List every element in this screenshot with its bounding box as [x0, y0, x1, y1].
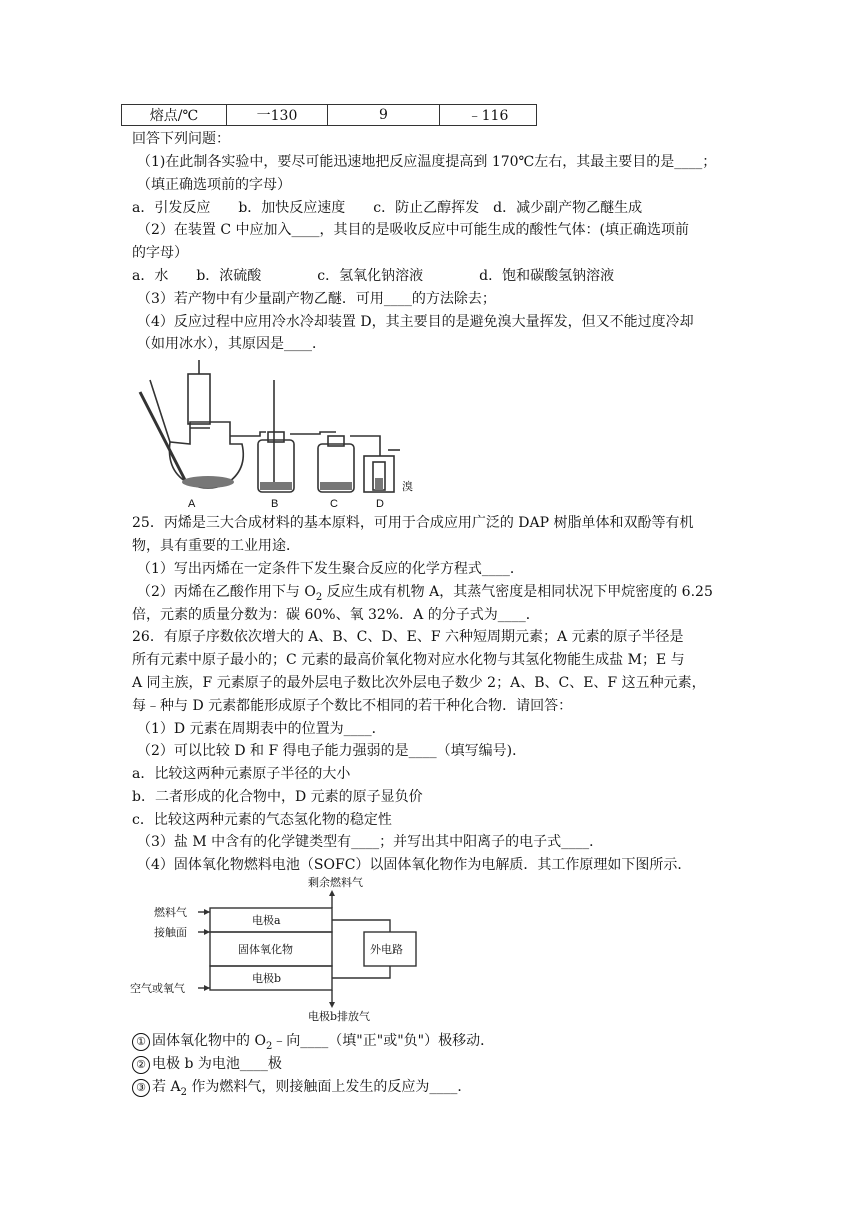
- q26-line3: A 同主族，F 元素原子的最外层电子数比次外层电子数少 2；A、B、C、E、F 这五种元素，: [132, 675, 706, 691]
- subscript: 2: [315, 591, 323, 603]
- apparatus-figure: [130, 352, 420, 512]
- q26-4-item1: [132, 1031, 732, 1057]
- sofc-solid-oxide: 固体氧化物: [238, 943, 293, 956]
- q25-part2-text-cont: 反应生成有机物 A，其蒸气密度是相同状况下甲烷密度的 6.25: [322, 584, 713, 600]
- melting-point-table: [121, 104, 537, 126]
- q25-line1: 25．丙烯是三大合成材料的基本原料，可用于合成应用广泛的 DAP 树脂单体和双酚等有机: [132, 515, 694, 531]
- q24-part4-cont: （如用冰水），其原因是____．: [137, 336, 326, 352]
- item-text: 电极 b 为电池____极: [152, 1056, 282, 1072]
- q24-part2-cont: 的字母）: [132, 245, 188, 261]
- q26-option-b: b．二者形成的化合物中，D 元素的原子显负价: [132, 789, 423, 805]
- item-text-cont: ﹣向____（填"正"或"负"）极移动．: [272, 1033, 495, 1049]
- q24-part1-cont: （填正确选项前的字母）: [137, 177, 291, 193]
- label-a: A: [188, 498, 196, 510]
- q24-part4: （4）反应过程中应用冷水冷却装置 D，其主要目的是避免溴大量挥发，但又不能过度冷却: [137, 314, 694, 330]
- q26-part1: （1）D 元素在周期表中的位置为____．: [137, 721, 386, 737]
- item-text: 固体氧化物中的 O: [152, 1033, 266, 1049]
- q26-part2: （2）可以比较 D 和 F 得电子能力强弱的是____（填写编号)．: [137, 743, 527, 759]
- q25-part1: （1）写出丙烯在一定条件下发生聚合反应的化学方程式____．: [137, 561, 524, 577]
- q25-part2-cont: 倍，元素的质量分数为：碳 60%、氧 32%．A 的分子式为____．: [132, 607, 540, 623]
- subscript: 2: [265, 1040, 273, 1052]
- q26-option-c: c．比较这两种元素的气态氢化物的稳定性: [132, 812, 392, 828]
- sofc-contact-label: 接触面: [154, 926, 187, 939]
- label-c: C: [330, 498, 338, 510]
- sofc-air-label: 空气或氧气: [130, 982, 185, 995]
- sofc-diagram: [130, 874, 430, 1024]
- subscript: 2: [180, 1086, 187, 1098]
- q25-line2: 物，具有重要的工业用途．: [132, 538, 300, 554]
- sofc-bottom-label: 电极b排放气: [308, 1010, 371, 1023]
- sofc-top-label: 剩余燃料气: [308, 876, 363, 889]
- q25-part2-text: （2）丙烯在乙酸作用下与 O: [137, 584, 316, 600]
- q26-part3: （3）盐 M 中含有的化学键类型有____；并写出其中阳离子的电子式____．: [137, 834, 604, 850]
- q24-part3: （3）若产物中有少量副产物乙醚．可用____的方法除去；: [137, 291, 496, 307]
- item-text: 若 A: [152, 1079, 181, 1095]
- q26-option-a: a．比较这两种元素原子半径的大小: [132, 766, 351, 782]
- table-cell-label: 熔点/℃: [122, 105, 227, 126]
- table-cell: 一130: [227, 105, 328, 126]
- q26-4-item2: [132, 1054, 732, 1074]
- label-d: D: [376, 498, 384, 510]
- item-text-cont: 作为燃料气，则接触面上发生的反应为____．: [186, 1079, 472, 1095]
- sofc-fuel-label: 燃料气: [154, 906, 187, 919]
- sofc-electrode-b: 电极b: [252, 972, 282, 985]
- q24-intro: 回答下列问题：: [132, 131, 230, 147]
- circled-number: ③: [132, 1079, 150, 1097]
- q26-4-item3: [132, 1077, 732, 1103]
- sofc-external-circuit: 外电路: [370, 943, 403, 956]
- q24-part2: （2）在装置 C 中应加入____，其目的是吸收反应中可能生成的酸性气体：(填正确选项前: [137, 222, 689, 238]
- q26-part4: （4）固体氧化物燃料电池（SOFC）以固体氧化物作为电解质．其工作原理如下图所示．: [137, 857, 692, 873]
- circled-number: ②: [132, 1056, 150, 1074]
- label-b: B: [271, 498, 279, 510]
- label-bromine: 溴: [402, 481, 413, 493]
- q24-part1: （1)在此制各实验中，要尽可能迅速地把反应温度提高到 170℃左右，其最主要目的是____；: [137, 154, 717, 170]
- q24-part1-options: a．引发反应 b．加快反应速度 c．防止乙醇挥发 d．减少副产物乙醚生成: [132, 200, 643, 216]
- q26-line4: 每﹣种与 D 元素都能形成原子个数比不相同的若干种化合物．请回答：: [132, 698, 573, 714]
- table-cell: ﹣116: [440, 105, 537, 126]
- circled-number: ①: [132, 1033, 150, 1051]
- q26-line1: 26．有原子序数依次增大的 A、B、C、D、E、F 六种短周期元素；A 元素的原子半径是: [132, 629, 684, 645]
- table-row: [122, 105, 537, 126]
- q26-line2: 所有元素中原子最小的；C 元素的最高价氧化物对应水化物与其氢化物能生成盐 M；E 与: [132, 652, 685, 668]
- table-cell: 9: [328, 105, 440, 126]
- q25-part2: [137, 582, 737, 608]
- sofc-electrode-a: 电极a: [252, 914, 281, 927]
- q24-part2-options: a．水 b．浓硫酸 c．氢氧化钠溶液 d．饱和碳酸氢钠溶液: [132, 268, 615, 284]
